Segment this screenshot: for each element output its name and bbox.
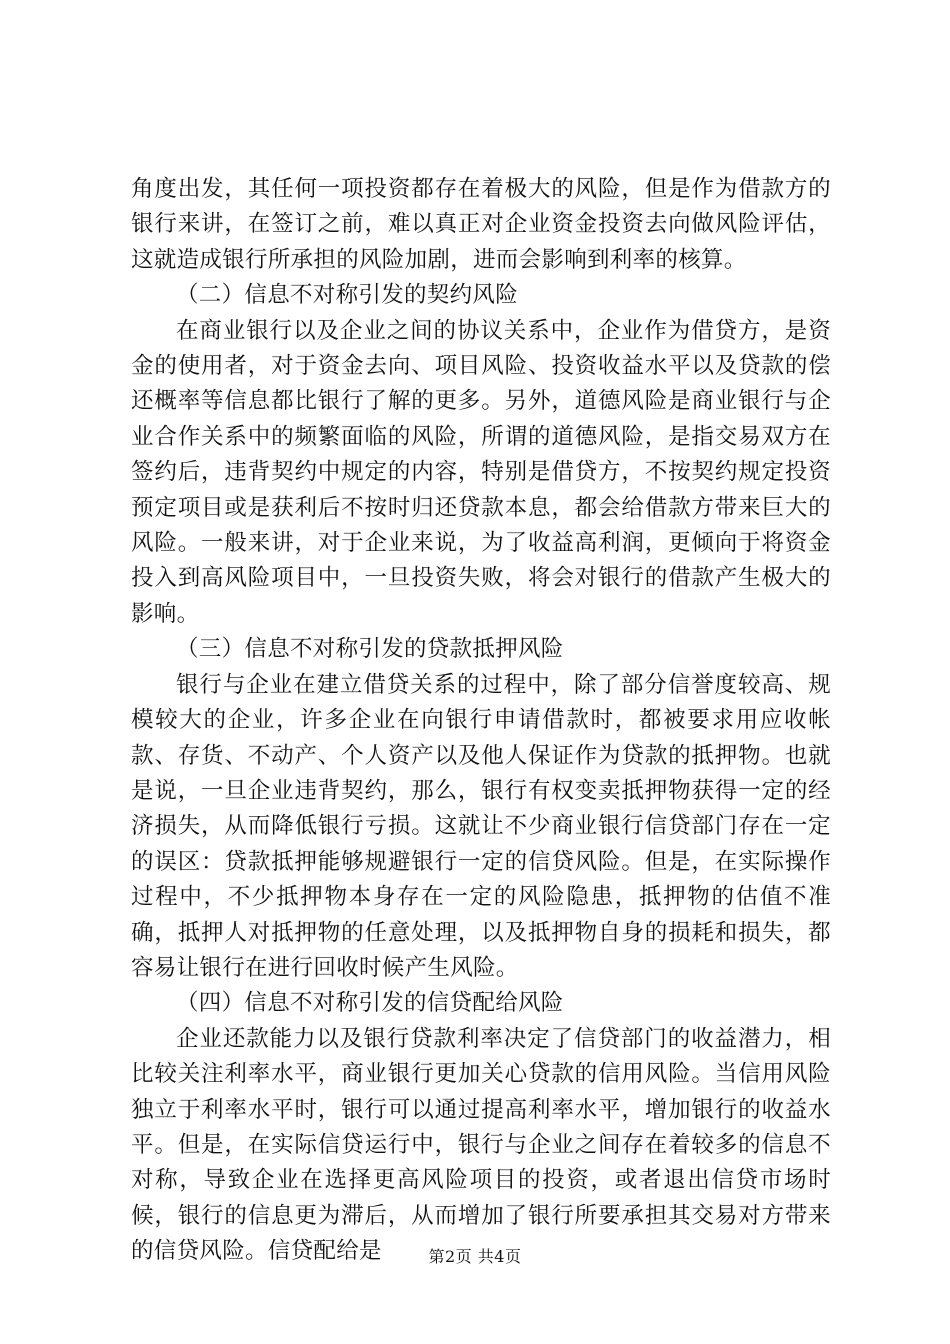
paragraph-credit-rationing-risk: 企业还款能力以及银行贷款利率决定了信贷部门的收益潜力，相比较关注利率水平，商业银行更加关心贷款的信用风险。当信用风险独立于利率水平时，银行可以通过提高利率水平，增加银行的收益水平。但是，在实际信贷运行中，银行与企业之间存在着较多的信息不对称，导致企业在选择更高风险项目的投资，或者退出信贷市场时候，银行的信息更为滞后，从而增加了银行所要承担其交易对方带来的信贷风险。信贷配给是 [131, 1025, 831, 1265]
paragraph-continued: 角度出发，其任何一项投资都存在着极大的风险，但是作为借款方的银行来讲，在签订之前，难以真正对企业资金投资去向做风险评估，这就造成银行所承担的风险加剧，进而会影响到利率的核算。 [131, 176, 831, 273]
section-heading-4: （四）信息不对称引发的信贷配给风险 [176, 990, 564, 1017]
document-body [131, 172, 831, 1270]
paragraph-contract-risk: 在商业银行以及企业之间的协议关系中，企业作为借贷方，是资金的使用者，对于资金去向、项目风险、投资收益水平以及贷款的偿还概率等信息都比银行了解的更多。另外，道德风险是商业银行与企业合作关系中的频繁面临的风险，所谓的道德风险，是指交易双方在签约后，违背契约中规定的内容，特别是借贷方，不按契约规定投资预定项目或是获利后不按时归还贷款本息，都会给借款方带来巨大的风险。一般来讲，对于企业来说，为了收益高利润，更倾向于将资金投入到高风险项目中，一旦投资失败，将会对银行的借款产生极大的影响。 [131, 317, 831, 627]
section-heading-3: （三）信息不对称引发的贷款抵押风险 [176, 636, 564, 663]
page-footer: 第2页 共4页 [428, 1247, 522, 1266]
section-heading-2: （二）信息不对称引发的契约风险 [176, 282, 519, 309]
paragraph-collateral-risk: 银行与企业在建立借贷关系的过程中，除了部分信誉度较高、规模较大的企业，许多企业在向银行申请借款时，都被要求用应收帐款、存货、不动产、个人资产以及他人保证作为贷款的抵押物。也就是说，一旦企业违背契约，那么，银行有权变卖抵押物获得一定的经济损失，从而降低银行亏损。这就让不少商业银行信贷部门存在一定的误区：贷款抵押能够规避银行一定的信贷风险。但是，在实际操作过程中，不少抵押物本身存在一定的风险隐患，抵押物的估值不准确，抵押人对抵押物的任意处理，以及抵押物自身的损耗和损失，都容易让银行在进行回收时候产生风险。 [131, 671, 831, 981]
